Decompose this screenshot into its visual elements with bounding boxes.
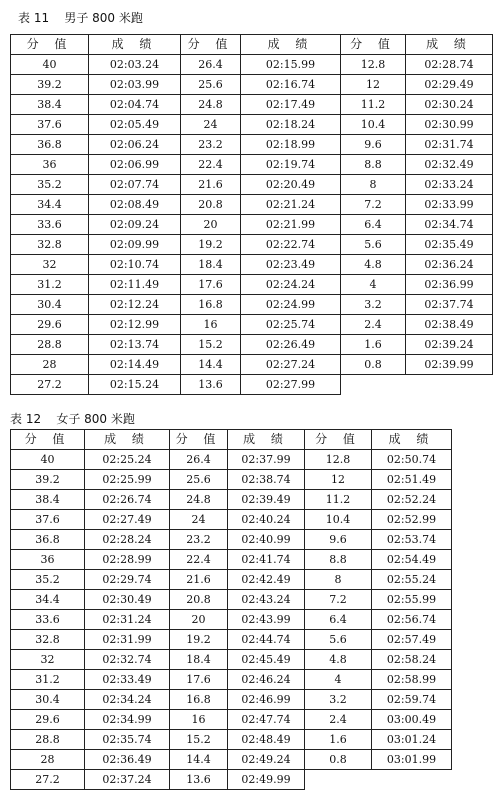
- result-cell: 02:29.49: [406, 75, 493, 95]
- table-header-row: [11, 35, 493, 55]
- result-cell: 03:00.49: [372, 710, 452, 730]
- score-cell: 15.2: [170, 730, 228, 750]
- result-cell: 02:31.99: [85, 630, 170, 650]
- result-cell: 02:43.24: [228, 590, 305, 610]
- score-cell: 8.8: [341, 155, 406, 175]
- score-cell: 34.4: [11, 590, 85, 610]
- result-cell: 02:36.49: [85, 750, 170, 770]
- result-cell: 02:07.74: [89, 175, 181, 195]
- score-cell: 14.4: [181, 355, 241, 375]
- score-cell: 32.8: [11, 235, 89, 255]
- result-cell: 02:55.24: [372, 570, 452, 590]
- score-cell: 38.4: [11, 490, 85, 510]
- result-cell: 02:22.74: [241, 235, 341, 255]
- score-column-header: 分 值: [11, 430, 85, 450]
- result-cell: 02:37.74: [406, 295, 493, 315]
- result-cell: 02:52.99: [372, 510, 452, 530]
- score-cell: 5.6: [305, 630, 372, 650]
- result-cell: 02:29.74: [85, 570, 170, 590]
- score-cell: 21.6: [170, 570, 228, 590]
- empty-cell: [305, 770, 372, 790]
- score-cell: 34.4: [11, 195, 89, 215]
- score-cell: 16.8: [170, 690, 228, 710]
- result-cell: 02:04.74: [89, 95, 181, 115]
- score-cell: 4.8: [341, 255, 406, 275]
- score-cell: 2.4: [305, 710, 372, 730]
- result-cell: 02:25.74: [241, 315, 341, 335]
- table-row: [11, 275, 493, 295]
- score-cell: 12.8: [305, 450, 372, 470]
- result-cell: 02:35.74: [85, 730, 170, 750]
- result-cell: 02:31.24: [85, 610, 170, 630]
- score-cell: 27.2: [11, 375, 89, 395]
- table-row: [11, 690, 452, 710]
- result-cell: 02:32.49: [406, 155, 493, 175]
- result-cell: 02:27.49: [85, 510, 170, 530]
- score-cell: 3.2: [341, 295, 406, 315]
- table-row: [11, 255, 493, 275]
- result-cell: 02:34.24: [85, 690, 170, 710]
- score-cell: 30.4: [11, 295, 89, 315]
- table-row: [11, 175, 493, 195]
- score-cell: 24.8: [170, 490, 228, 510]
- result-cell: 02:40.99: [228, 530, 305, 550]
- result-cell: 02:11.49: [89, 275, 181, 295]
- result-cell: 02:12.99: [89, 315, 181, 335]
- empty-cell: [406, 375, 493, 395]
- score-cell: 0.8: [341, 355, 406, 375]
- score-cell: 21.6: [181, 175, 241, 195]
- score-cell: 25.6: [170, 470, 228, 490]
- table-row: [11, 375, 493, 395]
- score-cell: 2.4: [341, 315, 406, 335]
- score-cell: 33.6: [11, 610, 85, 630]
- score-cell: 23.2: [170, 530, 228, 550]
- score-cell: 40: [11, 55, 89, 75]
- score-cell: 4.8: [305, 650, 372, 670]
- score-cell: 15.2: [181, 335, 241, 355]
- table-row: [11, 55, 493, 75]
- result-cell: 02:49.99: [228, 770, 305, 790]
- result-cell: 02:30.24: [406, 95, 493, 115]
- result-cell: 02:52.24: [372, 490, 452, 510]
- result-cell: 02:28.99: [85, 550, 170, 570]
- score-cell: 39.2: [11, 75, 89, 95]
- result-cell: 02:42.49: [228, 570, 305, 590]
- score-cell: 10.4: [305, 510, 372, 530]
- table-row: [11, 650, 452, 670]
- score-cell: 29.6: [11, 315, 89, 335]
- result-cell: 02:15.24: [89, 375, 181, 395]
- result-cell: 02:45.49: [228, 650, 305, 670]
- score-cell: 27.2: [11, 770, 85, 790]
- result-cell: 02:21.99: [241, 215, 341, 235]
- score-cell: 18.4: [181, 255, 241, 275]
- table-row: [11, 195, 493, 215]
- score-cell: 26.4: [181, 55, 241, 75]
- result-cell: 02:32.74: [85, 650, 170, 670]
- score-cell: 31.2: [11, 670, 85, 690]
- table-11-caption: 表 11 男子 800 米跑: [18, 11, 143, 25]
- result-cell: 02:28.74: [406, 55, 493, 75]
- score-cell: 19.2: [181, 235, 241, 255]
- result-cell: 02:58.24: [372, 650, 452, 670]
- score-cell: 13.6: [181, 375, 241, 395]
- table-row: [11, 510, 452, 530]
- score-cell: 17.6: [181, 275, 241, 295]
- result-cell: 02:30.99: [406, 115, 493, 135]
- score-cell: 36.8: [11, 135, 89, 155]
- score-cell: 38.4: [11, 95, 89, 115]
- table-row: [11, 630, 452, 650]
- score-cell: 6.4: [305, 610, 372, 630]
- score-cell: 20: [170, 610, 228, 630]
- score-cell: 35.2: [11, 175, 89, 195]
- result-cell: 02:46.99: [228, 690, 305, 710]
- table-row: [11, 670, 452, 690]
- table-row: [11, 115, 493, 135]
- result-cell: 02:39.99: [406, 355, 493, 375]
- score-cell: 7.2: [305, 590, 372, 610]
- score-cell: 23.2: [181, 135, 241, 155]
- score-cell: 32.8: [11, 630, 85, 650]
- result-cell: 02:50.74: [372, 450, 452, 470]
- result-cell: 02:03.99: [89, 75, 181, 95]
- table-row: [11, 750, 452, 770]
- score-column-header: 分 值: [341, 35, 406, 55]
- score-cell: 24: [170, 510, 228, 530]
- result-cell: 02:44.74: [228, 630, 305, 650]
- table-row: [11, 730, 452, 750]
- score-cell: 29.6: [11, 710, 85, 730]
- table-row: [11, 490, 452, 510]
- result-cell: 03:01.24: [372, 730, 452, 750]
- result-cell: 02:49.24: [228, 750, 305, 770]
- score-cell: 11.2: [341, 95, 406, 115]
- score-cell: 17.6: [170, 670, 228, 690]
- result-cell: 02:25.99: [85, 470, 170, 490]
- result-cell: 02:39.49: [228, 490, 305, 510]
- score-cell: 7.2: [341, 195, 406, 215]
- result-cell: 02:31.74: [406, 135, 493, 155]
- score-cell: 9.6: [341, 135, 406, 155]
- score-cell: 28: [11, 355, 89, 375]
- empty-cell: [372, 770, 452, 790]
- result-column-header: 成 绩: [372, 430, 452, 450]
- result-cell: 02:16.74: [241, 75, 341, 95]
- score-cell: 4: [305, 670, 372, 690]
- score-cell: 3.2: [305, 690, 372, 710]
- result-cell: 02:57.49: [372, 630, 452, 650]
- score-cell: 36: [11, 155, 89, 175]
- score-cell: 28.8: [11, 335, 89, 355]
- score-cell: 5.6: [341, 235, 406, 255]
- score-cell: 37.6: [11, 510, 85, 530]
- score-cell: 19.2: [170, 630, 228, 650]
- result-cell: 02:06.99: [89, 155, 181, 175]
- result-cell: 02:30.49: [85, 590, 170, 610]
- result-cell: 02:38.74: [228, 470, 305, 490]
- table-row: [11, 710, 452, 730]
- table-row: [11, 530, 452, 550]
- score-cell: 22.4: [181, 155, 241, 175]
- score-cell: 20.8: [170, 590, 228, 610]
- result-cell: 02:33.49: [85, 670, 170, 690]
- result-cell: 02:05.49: [89, 115, 181, 135]
- result-column-header: 成 绩: [228, 430, 305, 450]
- result-cell: 02:34.99: [85, 710, 170, 730]
- table-row: [11, 95, 493, 115]
- table-row: [11, 550, 452, 570]
- score-cell: 30.4: [11, 690, 85, 710]
- score-cell: 12: [341, 75, 406, 95]
- result-cell: 02:17.49: [241, 95, 341, 115]
- table-12-women-800m: [10, 429, 452, 790]
- score-cell: 39.2: [11, 470, 85, 490]
- score-cell: 14.4: [170, 750, 228, 770]
- table-row: [11, 610, 452, 630]
- score-cell: 4: [341, 275, 406, 295]
- score-cell: 8: [305, 570, 372, 590]
- result-cell: 02:09.24: [89, 215, 181, 235]
- table-row: [11, 470, 452, 490]
- result-cell: 02:39.24: [406, 335, 493, 355]
- result-cell: 02:13.74: [89, 335, 181, 355]
- score-cell: 1.6: [341, 335, 406, 355]
- score-cell: 36: [11, 550, 85, 570]
- score-column-header: 分 值: [305, 430, 372, 450]
- score-cell: 37.6: [11, 115, 89, 135]
- result-cell: 02:25.24: [85, 450, 170, 470]
- score-cell: 32: [11, 255, 89, 275]
- score-cell: 12: [305, 470, 372, 490]
- table-row: [11, 155, 493, 175]
- table-11-men-800m: [10, 34, 493, 395]
- result-cell: 02:26.74: [85, 490, 170, 510]
- result-cell: 02:41.74: [228, 550, 305, 570]
- score-cell: 28: [11, 750, 85, 770]
- table-row: [11, 450, 452, 470]
- result-cell: 02:10.74: [89, 255, 181, 275]
- score-cell: 11.2: [305, 490, 372, 510]
- result-cell: 02:43.99: [228, 610, 305, 630]
- score-cell: 22.4: [170, 550, 228, 570]
- score-column-header: 分 值: [170, 430, 228, 450]
- result-cell: 02:37.99: [228, 450, 305, 470]
- result-cell: 02:48.49: [228, 730, 305, 750]
- result-cell: 02:19.74: [241, 155, 341, 175]
- score-cell: 13.6: [170, 770, 228, 790]
- table-header-row: [11, 430, 452, 450]
- result-cell: 02:55.99: [372, 590, 452, 610]
- score-cell: 32: [11, 650, 85, 670]
- result-cell: 02:28.24: [85, 530, 170, 550]
- result-cell: 02:24.24: [241, 275, 341, 295]
- table-row: [11, 215, 493, 235]
- score-cell: 25.6: [181, 75, 241, 95]
- score-cell: 40: [11, 450, 85, 470]
- score-cell: 31.2: [11, 275, 89, 295]
- result-cell: 02:38.49: [406, 315, 493, 335]
- score-cell: 33.6: [11, 215, 89, 235]
- table-row: [11, 315, 493, 335]
- result-cell: 02:21.24: [241, 195, 341, 215]
- result-cell: 02:24.99: [241, 295, 341, 315]
- score-column-header: 分 值: [11, 35, 89, 55]
- score-cell: 6.4: [341, 215, 406, 235]
- table-12-caption: 表 12 女子 800 米跑: [10, 412, 135, 426]
- empty-cell: [341, 375, 406, 395]
- result-column-header: 成 绩: [241, 35, 341, 55]
- score-cell: 0.8: [305, 750, 372, 770]
- score-cell: 36.8: [11, 530, 85, 550]
- result-cell: 02:40.24: [228, 510, 305, 530]
- result-cell: 02:56.74: [372, 610, 452, 630]
- result-cell: 02:33.99: [406, 195, 493, 215]
- score-cell: 8: [341, 175, 406, 195]
- score-cell: 16.8: [181, 295, 241, 315]
- result-cell: 02:34.74: [406, 215, 493, 235]
- result-cell: 02:58.99: [372, 670, 452, 690]
- result-cell: 02:15.99: [241, 55, 341, 75]
- score-cell: 9.6: [305, 530, 372, 550]
- score-cell: 8.8: [305, 550, 372, 570]
- result-cell: 02:20.49: [241, 175, 341, 195]
- table-row: [11, 295, 493, 315]
- score-cell: 10.4: [341, 115, 406, 135]
- score-cell: 18.4: [170, 650, 228, 670]
- table-row: [11, 590, 452, 610]
- score-cell: 20.8: [181, 195, 241, 215]
- result-cell: 02:26.49: [241, 335, 341, 355]
- result-cell: 02:37.24: [85, 770, 170, 790]
- score-cell: 24: [181, 115, 241, 135]
- result-cell: 02:51.49: [372, 470, 452, 490]
- score-cell: 20: [181, 215, 241, 235]
- table-row: [11, 75, 493, 95]
- result-cell: 02:36.99: [406, 275, 493, 295]
- result-cell: 02:03.24: [89, 55, 181, 75]
- score-cell: 16: [181, 315, 241, 335]
- result-cell: 02:27.24: [241, 355, 341, 375]
- result-cell: 02:08.49: [89, 195, 181, 215]
- result-cell: 02:18.24: [241, 115, 341, 135]
- result-cell: 02:14.49: [89, 355, 181, 375]
- result-cell: 02:33.24: [406, 175, 493, 195]
- result-column-header: 成 绩: [406, 35, 493, 55]
- result-cell: 03:01.99: [372, 750, 452, 770]
- table-row: [11, 570, 452, 590]
- score-cell: 35.2: [11, 570, 85, 590]
- result-cell: 02:09.99: [89, 235, 181, 255]
- score-cell: 26.4: [170, 450, 228, 470]
- table-row: [11, 770, 452, 790]
- result-cell: 02:53.74: [372, 530, 452, 550]
- result-column-header: 成 绩: [89, 35, 181, 55]
- table-row: [11, 355, 493, 375]
- result-cell: 02:23.49: [241, 255, 341, 275]
- score-cell: 28.8: [11, 730, 85, 750]
- table-row: [11, 135, 493, 155]
- score-cell: 1.6: [305, 730, 372, 750]
- table-row: [11, 235, 493, 255]
- result-cell: 02:47.74: [228, 710, 305, 730]
- score-cell: 24.8: [181, 95, 241, 115]
- result-cell: 02:12.24: [89, 295, 181, 315]
- result-column-header: 成 绩: [85, 430, 170, 450]
- result-cell: 02:46.24: [228, 670, 305, 690]
- score-cell: 16: [170, 710, 228, 730]
- result-cell: 02:06.24: [89, 135, 181, 155]
- table-row: [11, 335, 493, 355]
- result-cell: 02:59.74: [372, 690, 452, 710]
- result-cell: 02:36.24: [406, 255, 493, 275]
- result-cell: 02:18.99: [241, 135, 341, 155]
- result-cell: 02:54.49: [372, 550, 452, 570]
- score-cell: 12.8: [341, 55, 406, 75]
- score-column-header: 分 值: [181, 35, 241, 55]
- result-cell: 02:27.99: [241, 375, 341, 395]
- result-cell: 02:35.49: [406, 235, 493, 255]
